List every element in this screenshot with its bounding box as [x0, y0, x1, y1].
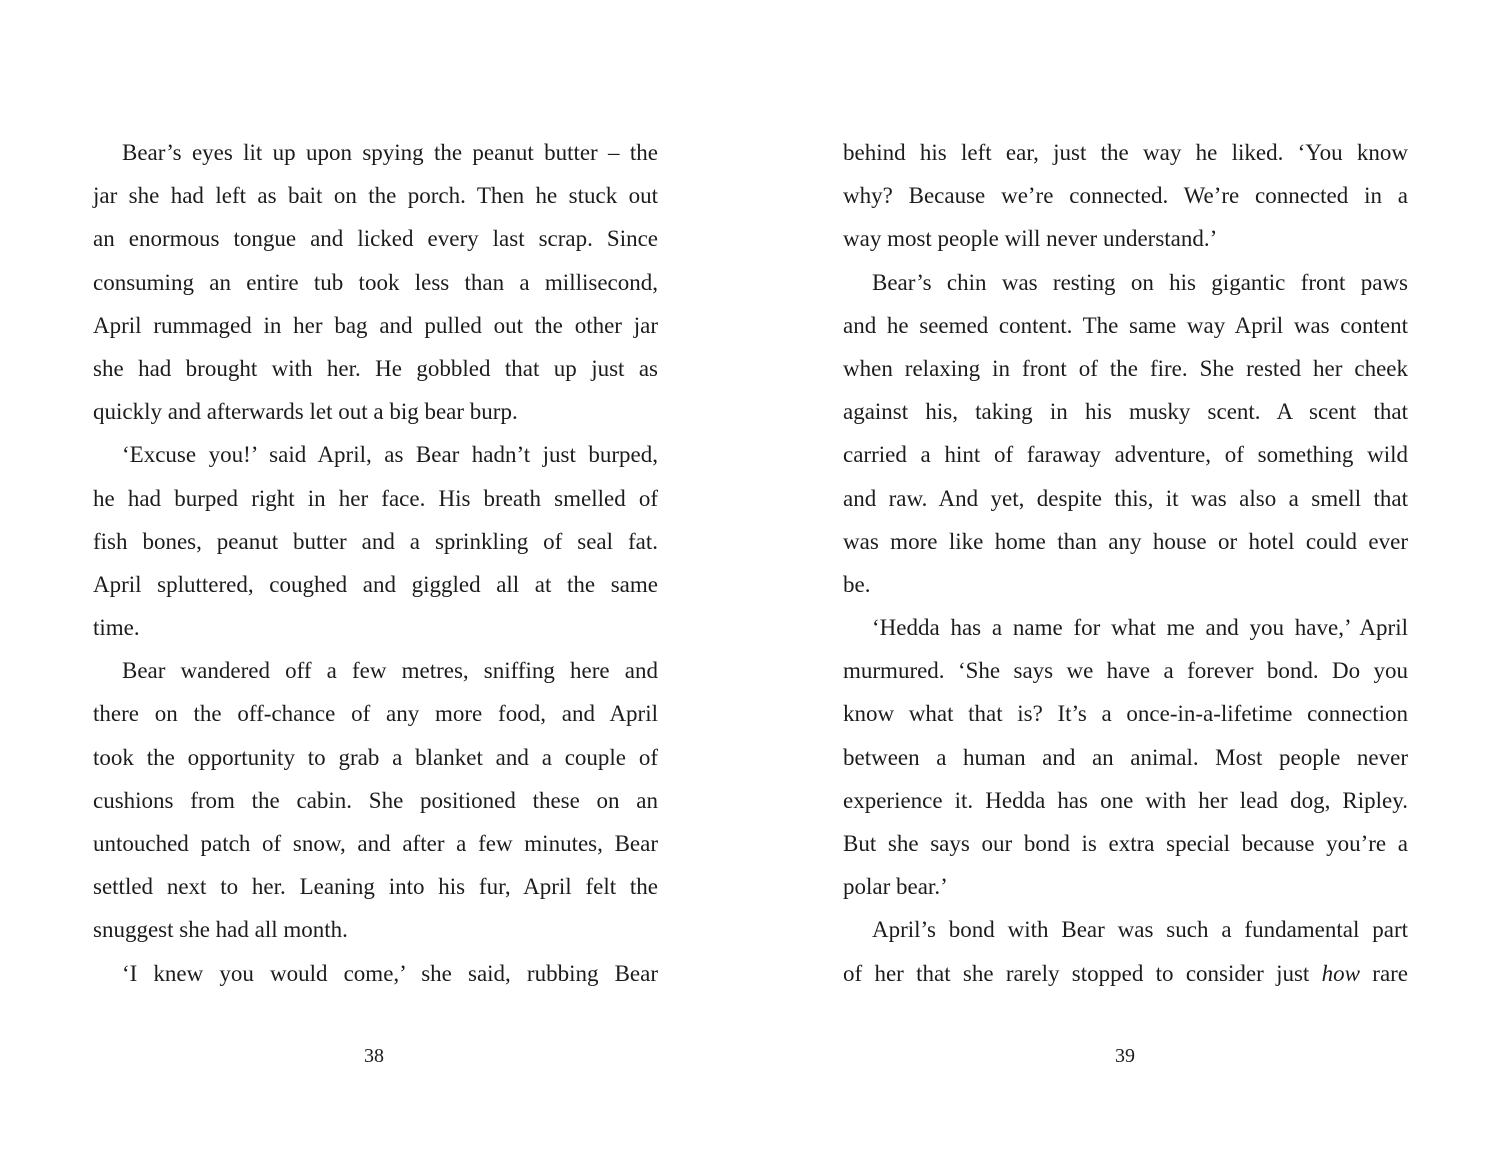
- text-line: when relaxing in front of the fire. She rested her cheek: [843, 355, 1408, 381]
- text-line: there on the off-chance of any more food, and April: [93, 701, 658, 727]
- text-line: jar she had left as bait on the porch. Then he stuck out: [93, 183, 658, 209]
- right-page-text: [843, 131, 1408, 995]
- text-line: ‘Excuse you!’ said April, as Bear hadn’t just burped,: [122, 442, 658, 468]
- text-line: Bear’s chin was resting on his gigantic front paws: [872, 269, 1408, 295]
- text-line: an enormous tongue and licked every last scrap. Since: [93, 226, 658, 252]
- left-page-text: [93, 131, 658, 995]
- italic-word: how: [1321, 960, 1360, 986]
- text-line: April rummaged in her bag and pulled out the other jar: [93, 312, 658, 338]
- text-line: fish bones, peanut butter and a sprinkling of seal fat.: [93, 528, 658, 554]
- text-line: behind his left ear, just the way he liked. ‘You know: [843, 140, 1408, 165]
- text-line: Bear’s eyes lit up upon spying the peanut butter – the: [122, 140, 658, 165]
- text-line: settled next to her. Leaning into his fur, April felt the: [93, 874, 658, 900]
- text-line: time.: [93, 615, 140, 641]
- left-page-number: 38: [364, 1045, 384, 1067]
- text-line: April’s bond with Bear was such a fundamental part: [872, 917, 1408, 943]
- text-line: he had burped right in her face. His breath smelled of: [93, 485, 658, 511]
- text-line: [843, 952, 1408, 995]
- text-line: experience it. Hedda has one with her lead dog, Ripley.: [843, 787, 1408, 813]
- text-line: and raw. And yet, despite this, it was also a smell that: [843, 485, 1408, 511]
- text-line: know what that is? It’s a once-in-a-lifetime connection: [843, 701, 1408, 727]
- text-line: murmured. ‘She says we have a forever bond. Do you: [843, 658, 1408, 684]
- text-line: why? Because we’re connected. We’re connected in a: [843, 183, 1408, 209]
- text-line: carried a hint of faraway adventure, of something wild: [843, 442, 1408, 468]
- text-line: took the opportunity to grab a blanket and a couple of: [93, 744, 658, 770]
- text-line: be.: [843, 571, 871, 597]
- text-line-segment: rare: [1372, 960, 1409, 986]
- text-line: way most people will never understand.’: [843, 226, 1218, 252]
- text-line: consuming an entire tub took less than a millisecond,: [93, 269, 658, 295]
- text-line: against his, taking in his musky scent. A scent that: [843, 399, 1408, 425]
- text-line: polar bear.’: [843, 874, 948, 900]
- text-line: snuggest she had all month.: [93, 917, 348, 943]
- text-line: Bear wandered off a few metres, sniffing here and: [122, 658, 658, 684]
- text-line-segment: of her that she rarely stopped to consider just: [843, 960, 1310, 986]
- text-line: untouched patch of snow, and after a few minutes, Bear: [93, 831, 658, 856]
- text-line: was more like home than any house or hotel could ever: [843, 528, 1408, 554]
- text-line: quickly and afterwards let out a big bear burp.: [93, 399, 518, 425]
- text-line: between a human and an animal. Most people never: [843, 744, 1408, 770]
- text-line: and he seemed content. The same way April was content: [843, 312, 1408, 338]
- text-line: she had brought with her. He gobbled that up just as: [93, 355, 658, 381]
- text-line: April spluttered, coughed and giggled all at the same: [93, 571, 658, 597]
- right-page-number: 39: [1115, 1045, 1135, 1067]
- text-line: cushions from the cabin. She positioned these on an: [93, 787, 658, 813]
- text-line: ‘Hedda has a name for what me and you have,’ April: [872, 615, 1408, 641]
- text-line: But she says our bond is extra special because you’re a: [843, 831, 1408, 856]
- text-line: ‘I knew you would come,’ she said, rubbing Bear: [122, 960, 658, 986]
